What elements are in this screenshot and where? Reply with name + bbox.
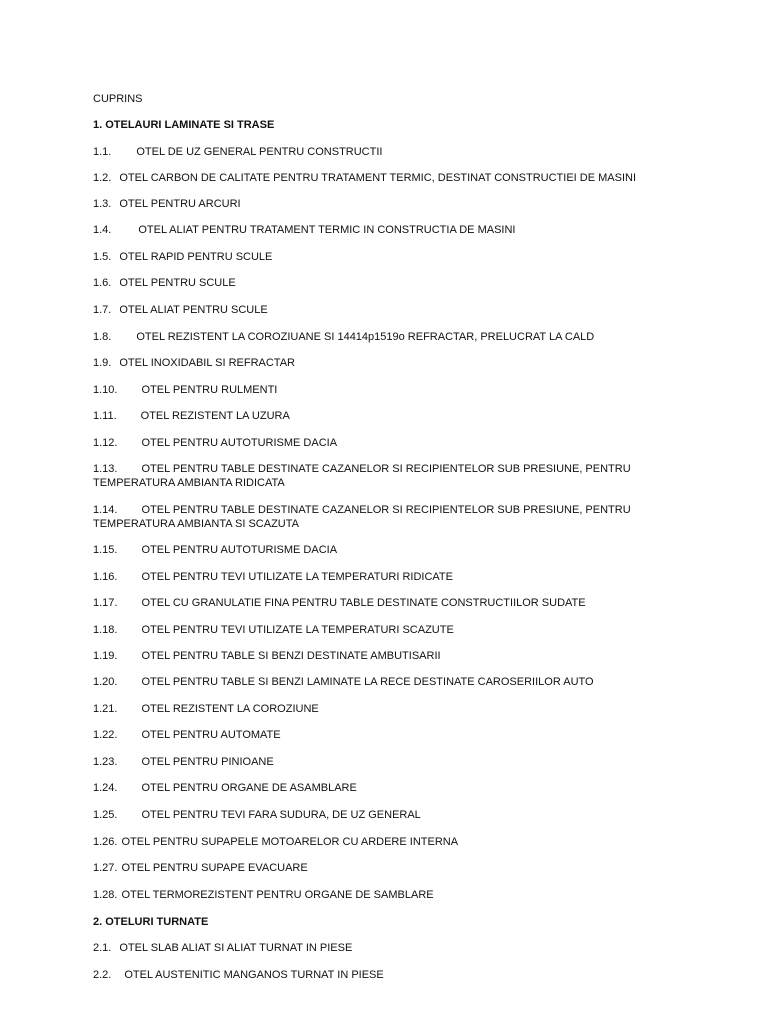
toc-entry-number: 1.12. xyxy=(93,437,118,449)
toc-entry-number: 1.9. xyxy=(93,357,112,369)
toc-entry xyxy=(93,303,268,317)
toc-entry-text: OTEL DE UZ GENERAL PENTRU CONSTRUCTII xyxy=(136,146,383,158)
toc-entry-number: 2.2. xyxy=(93,969,112,981)
toc-entry-number: 1.1. xyxy=(93,146,112,158)
toc-entry xyxy=(93,649,441,663)
toc-entry-number: 1.6. xyxy=(93,277,112,289)
toc-entry xyxy=(93,702,319,716)
toc-entry-number: 1.17. xyxy=(93,597,118,609)
toc-entry-number: 1.15. xyxy=(93,544,118,556)
toc-entry-number: 1.11. xyxy=(93,410,117,422)
toc-entry xyxy=(93,968,384,982)
toc-entry-continuation: TEMPERATURA AMBIANTA SI SCAZUTA xyxy=(93,518,299,530)
toc-entry xyxy=(93,941,352,955)
toc-entry-text: OTEL PENTRU RULMENTI xyxy=(141,384,278,396)
toc-entry-text: OTEL PENTRU TABLE SI BENZI DESTINATE AMBUTISARII xyxy=(141,650,441,662)
toc-entry-number: 1.14. xyxy=(93,504,118,516)
toc-entry xyxy=(93,728,281,742)
toc-entry-text: OTEL ALIAT PENTRU TRATAMENT TERMIC IN CONSTRUCTIA DE MASINI xyxy=(138,224,516,236)
toc-entry-number: 1.4. xyxy=(93,224,112,236)
toc-entry xyxy=(93,276,236,290)
toc-entry-text: OTEL CU GRANULATIE FINA PENTRU TABLE DESTINATE CONSTRUCTIILOR SUDATE xyxy=(141,597,586,609)
toc-entry xyxy=(93,861,308,875)
toc-entry xyxy=(93,462,631,476)
toc-entry-text: OTEL PENTRU ARCURI xyxy=(119,198,241,210)
toc-entry-number: 1.19. xyxy=(93,650,118,662)
toc-entry-text: OTEL TERMOREZISTENT PENTRU ORGANE DE SAMBLARE xyxy=(121,889,434,901)
toc-entry-number: 1.18. xyxy=(93,624,118,636)
toc-entry-text: OTEL PENTRU ORGANE DE ASAMBLARE xyxy=(141,782,357,794)
toc-entry-text: OTEL PENTRU SCULE xyxy=(119,277,236,289)
toc-entry-text: OTEL INOXIDABIL SI REFRACTAR xyxy=(119,357,295,369)
toc-entry-number: 1.26. xyxy=(93,836,118,848)
toc-entry-number: 1.16. xyxy=(93,571,118,583)
toc-entry-text: OTEL PENTRU TABLE DESTINATE CAZANELOR SI RECIPIENTELOR SUB PRESIUNE, PENTRU xyxy=(141,463,631,475)
toc-entry-text: OTEL PENTRU TEVI UTILIZATE LA TEMPERATURI RIDICATE xyxy=(141,571,453,583)
toc-entry-number: 1.23. xyxy=(93,756,118,768)
toc-entry xyxy=(93,436,337,450)
toc-entry-continuation: TEMPERATURA AMBIANTA RIDICATA xyxy=(93,477,285,489)
toc-entry-text: OTEL REZISTENT LA COROZIUNE xyxy=(141,703,319,715)
toc-entry-text: OTEL PENTRU AUTOMATE xyxy=(141,729,281,741)
toc-entry-text: OTEL ALIAT PENTRU SCULE xyxy=(119,304,268,316)
toc-entry xyxy=(93,171,636,185)
toc-entry-text: OTEL PENTRU TABLE SI BENZI LAMINATE LA RECE DESTINATE CAROSERIILOR AUTO xyxy=(141,676,594,688)
toc-entry-number: 1.7. xyxy=(93,304,112,316)
toc-entry xyxy=(93,675,594,689)
section-heading-2: 2. OTELURI TURNATE xyxy=(93,916,209,928)
toc-entry-number: 1.28. xyxy=(93,889,118,901)
toc-entry-number: 1.8. xyxy=(93,331,112,343)
toc-entry xyxy=(93,623,454,637)
toc-entry-number: 1.27. xyxy=(93,862,118,874)
toc-entry-text: OTEL PENTRU AUTOTURISME DACIA xyxy=(141,437,338,449)
toc-entry-number: 1.25. xyxy=(93,809,118,821)
toc-entry-text: OTEL REZISTENT LA COROZIUANE SI 14414p1519o REFRACTAR, PRELUCRAT LA CALD xyxy=(136,331,595,343)
toc-entry xyxy=(93,145,382,159)
toc-entry xyxy=(93,781,357,795)
toc-entry-number: 1.22. xyxy=(93,729,118,741)
toc-entry xyxy=(93,570,453,584)
toc-entry xyxy=(93,250,272,264)
toc-entry xyxy=(93,356,295,370)
toc-entry xyxy=(93,808,421,822)
toc-entry xyxy=(93,503,631,517)
toc-entry xyxy=(93,409,290,423)
toc-entry xyxy=(93,330,594,344)
toc-entry-text: OTEL RAPID PENTRU SCULE xyxy=(119,251,273,263)
toc-entry-text: OTEL CARBON DE CALITATE PENTRU TRATAMENT TERMIC, DESTINAT CONSTRUCTIEI DE MASINI xyxy=(119,172,637,184)
toc-entry xyxy=(93,835,458,849)
toc-entry xyxy=(93,543,337,557)
toc-entry xyxy=(93,888,434,902)
toc-entry-text: OTEL PENTRU AUTOTURISME DACIA xyxy=(141,544,338,556)
toc-entry-number: 1.3. xyxy=(93,198,112,210)
toc-entry-text: OTEL PENTRU TEVI FARA SUDURA, DE UZ GENERAL xyxy=(141,809,421,821)
toc-entry-number: 1.2. xyxy=(93,172,112,184)
toc-entry-text: OTEL PENTRU TABLE DESTINATE CAZANELOR SI RECIPIENTELOR SUB PRESIUNE, PENTRU xyxy=(141,504,631,516)
toc-entry xyxy=(93,223,515,237)
toc-entry-number: 1.5. xyxy=(93,251,112,263)
toc-entry-text: OTEL PENTRU TEVI UTILIZATE LA TEMPERATURI SCAZUTE xyxy=(141,624,454,636)
section-heading-1: 1. OTELAURI LAMINATE SI TRASE xyxy=(93,119,275,131)
toc-entry-text: OTEL AUSTENITIC MANGANOS TURNAT IN PIESE xyxy=(124,969,384,981)
page-title: CUPRINS xyxy=(93,93,143,105)
toc-entry xyxy=(93,755,274,769)
toc-entry-text: OTEL REZISTENT LA UZURA xyxy=(140,410,290,422)
toc-entry-number: 1.21. xyxy=(93,703,118,715)
toc-entry-text: OTEL PENTRU SUPAPELE MOTOARELOR CU ARDERE INTERNA xyxy=(121,836,459,848)
toc-entry-text: OTEL SLAB ALIAT SI ALIAT TURNAT IN PIESE xyxy=(119,942,353,954)
toc-entry xyxy=(93,596,586,610)
toc-entry-number: 2.1. xyxy=(93,942,112,954)
toc-entry-text: OTEL PENTRU SUPAPE EVACUARE xyxy=(121,862,308,874)
toc-entry-number: 1.10. xyxy=(93,384,118,396)
toc-entry xyxy=(93,383,277,397)
toc-entry-number: 1.13. xyxy=(93,463,118,475)
toc-entry-number: 1.24. xyxy=(93,782,118,794)
toc-entry-text: OTEL PENTRU PINIOANE xyxy=(141,756,274,768)
toc-entry xyxy=(93,197,241,211)
toc-entry-number: 1.20. xyxy=(93,676,118,688)
